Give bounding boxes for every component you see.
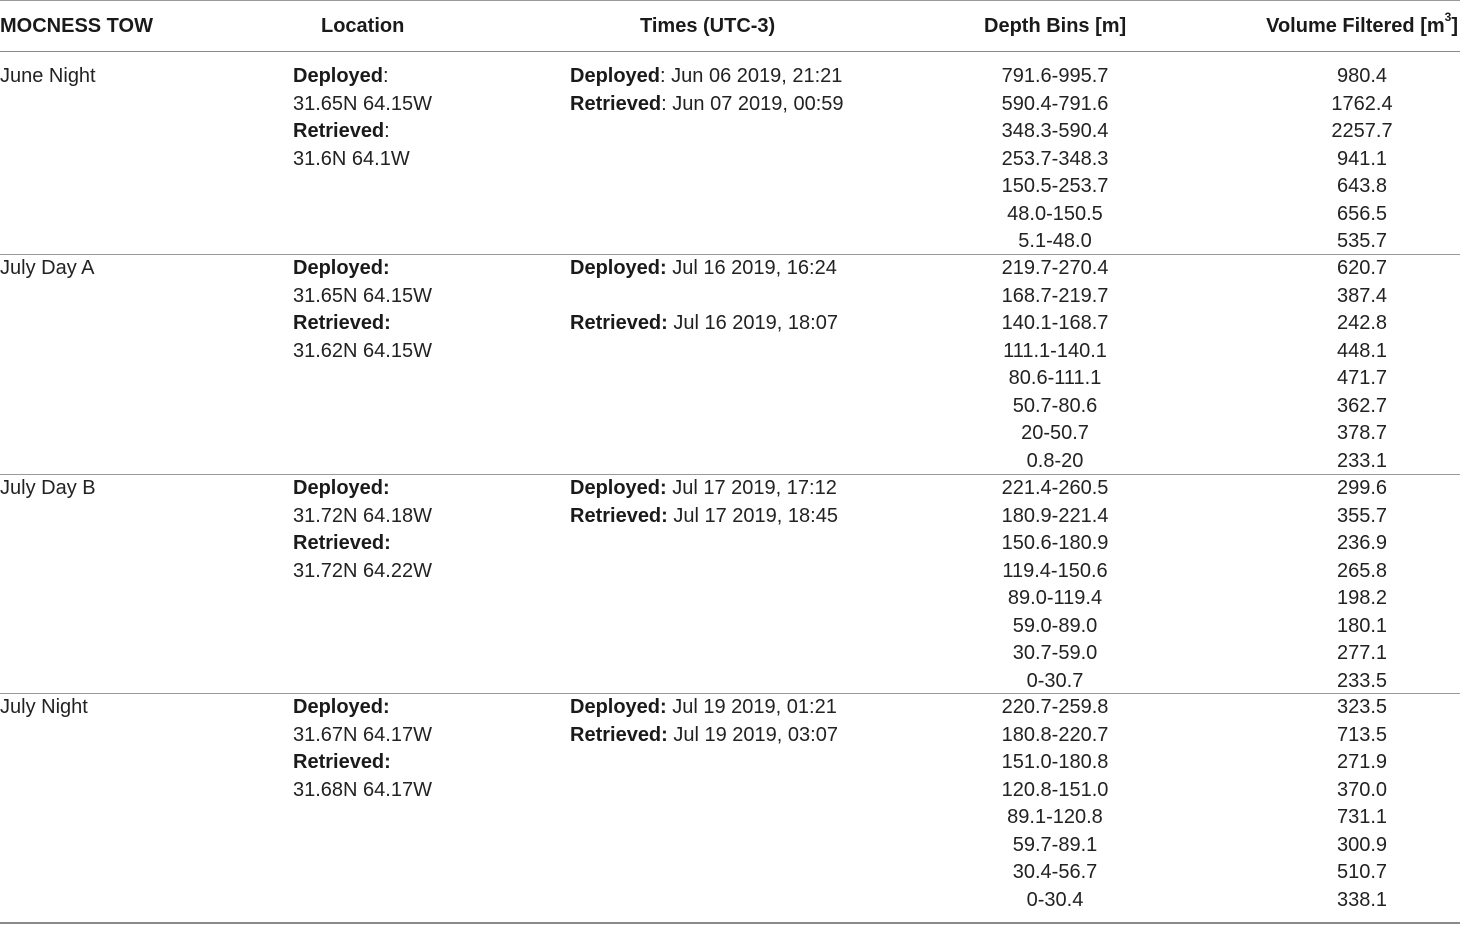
header-rule <box>0 51 1460 52</box>
time-deployed-value: Jul 19 2019, 01:21 <box>666 696 837 718</box>
volume-filtered: 448.1 <box>1336 339 1388 362</box>
time-deployed-value: Jul 16 2019, 16:24 <box>666 257 837 279</box>
label-colon: : <box>383 65 389 87</box>
time-retrieved <box>570 503 838 530</box>
location-retrieved <box>293 530 391 557</box>
location-retrieved <box>293 310 391 337</box>
depth-bin: 111.1-140.1 <box>1003 339 1107 362</box>
depth-bin: 168.7-219.7 <box>1001 284 1109 307</box>
volume-filtered: 338.1 <box>1336 888 1388 911</box>
retrieved-label: Retrieved: <box>293 751 391 773</box>
tow-name: July Night <box>0 696 88 718</box>
volume-filtered: 265.8 <box>1336 559 1388 582</box>
deployed-label: Deployed: <box>293 257 390 279</box>
depth-bin: 20-50.7 <box>1021 422 1089 444</box>
volume-filtered: 510.7 <box>1336 861 1388 883</box>
volume-filtered: 713.5 <box>1336 723 1388 746</box>
retrieved-coordinates: 31.72N 64.22W <box>293 559 432 582</box>
depth-bin: 140.1-168.7 <box>1001 312 1109 334</box>
volume-filtered: 387.4 <box>1336 284 1388 307</box>
depth-bin: 791.6-995.7 <box>1001 65 1109 87</box>
time-retrieved-label: Retrieved: <box>570 312 668 334</box>
depth-bin: 59.7-89.1 <box>1012 833 1098 856</box>
depth-bin: 119.4-150.6 <box>1002 559 1108 582</box>
depth-bin: 0-30.4 <box>1026 888 1084 911</box>
label-colon: : <box>384 120 390 142</box>
volume-filtered: 1762.4 <box>1331 92 1393 115</box>
time-retrieved <box>570 310 838 337</box>
table-top-rule <box>0 0 1460 1</box>
time-retrieved-value: Jul 17 2019, 18:45 <box>667 504 838 527</box>
volume-filtered: 198.2 <box>1336 587 1388 609</box>
location-deployed <box>293 694 390 721</box>
time-retrieved-value: Jul 19 2019, 03:07 <box>667 723 838 746</box>
depth-bin: 48.0-150.5 <box>1007 202 1103 225</box>
header-mocness-tow: MOCNESS TOW <box>0 15 153 37</box>
deployed-coordinates: 31.65N 64.15W <box>293 92 432 115</box>
depth-bin: 89.1-120.8 <box>1007 806 1103 828</box>
volume-filtered: 370.0 <box>1336 778 1388 801</box>
time-deployed <box>570 694 837 721</box>
time-deployed-label: Deployed: <box>570 477 667 499</box>
depth-bin: 89.0-119.4 <box>1007 587 1103 609</box>
depth-bin: 50.7-80.6 <box>1012 394 1098 417</box>
deployed-label: Deployed: <box>293 477 390 499</box>
time-retrieved-value: : Jun 07 2019, 00:59 <box>661 92 844 115</box>
depth-bin: 30.4-56.7 <box>1012 861 1098 883</box>
volume-filtered: 471.7 <box>1336 367 1388 389</box>
volume-filtered: 378.7 <box>1336 422 1388 444</box>
depth-bin: 219.7-270.4 <box>1001 257 1109 279</box>
volume-filtered: 362.7 <box>1336 394 1388 417</box>
table-bottom-rule <box>0 922 1460 924</box>
volume-filtered: 233.1 <box>1336 449 1388 472</box>
location-retrieved <box>293 118 390 145</box>
volume-filtered: 355.7 <box>1336 504 1388 527</box>
depth-bin: 221.4-260.5 <box>1001 477 1109 499</box>
volume-filtered: 242.8 <box>1336 312 1388 334</box>
depth-bin: 151.0-180.8 <box>1001 751 1109 773</box>
volume-filtered: 277.1 <box>1336 642 1388 664</box>
header-times: Times (UTC-3) <box>640 15 776 37</box>
tow-name: July Day A <box>0 257 95 279</box>
depth-bin: 180.8-220.7 <box>1001 723 1109 746</box>
depth-bin: 0.8-20 <box>1026 449 1084 472</box>
depth-bin: 150.5-253.7 <box>1001 175 1109 197</box>
retrieved-label: Retrieved: <box>293 532 391 554</box>
volume-filtered: 941.1 <box>1336 147 1388 170</box>
volume-filtered: 180.1 <box>1336 614 1388 637</box>
deployed-label: Deployed <box>293 65 384 87</box>
location-retrieved <box>293 749 391 776</box>
tow-name: July Day B <box>0 477 96 499</box>
retrieved-label: Retrieved: <box>293 312 391 334</box>
time-retrieved-label: Retrieved: <box>570 504 668 527</box>
depth-bin: 348.3-590.4 <box>1001 120 1109 142</box>
depth-bin: 590.4-791.6 <box>1001 92 1109 115</box>
time-retrieved-label: Retrieved <box>570 92 662 115</box>
time-deployed <box>570 475 837 502</box>
volume-filtered: 299.6 <box>1336 477 1388 499</box>
volume-filtered: 300.9 <box>1336 833 1388 856</box>
deployed-coordinates: 31.67N 64.17W <box>293 723 432 746</box>
time-retrieved-label: Retrieved: <box>570 723 668 746</box>
header-depth-bins: Depth Bins [m] <box>984 15 1127 37</box>
volume-filtered: 236.9 <box>1336 532 1388 554</box>
time-deployed-label: Deployed: <box>570 696 667 718</box>
volume-filtered: 731.1 <box>1336 806 1388 828</box>
retrieved-coordinates: 31.62N 64.15W <box>293 339 432 362</box>
header-location: Location <box>321 15 405 37</box>
time-retrieved <box>570 91 844 118</box>
volume-filtered: 643.8 <box>1336 175 1388 197</box>
volume-filtered: 535.7 <box>1336 230 1388 252</box>
depth-bin: 150.6-180.9 <box>1001 532 1109 554</box>
time-retrieved-value: Jul 16 2019, 18:07 <box>667 312 838 334</box>
depth-bin: 30.7-59.0 <box>1012 642 1098 664</box>
volume-filtered: 323.5 <box>1336 696 1388 718</box>
header-volume-filtered: Volume Filtered $[m^3]$ <box>1266 10 1458 37</box>
volume-filtered: 620.7 <box>1336 257 1388 279</box>
time-retrieved <box>570 722 838 749</box>
depth-bin: 120.8-151.0 <box>1001 778 1109 801</box>
volume-filtered: 2257.7 <box>1331 120 1393 142</box>
location-deployed <box>293 475 390 502</box>
retrieved-coordinates: 31.6N 64.1W <box>293 147 410 170</box>
time-deployed <box>570 63 842 90</box>
time-deployed-value: : Jun 06 2019, 21:21 <box>660 65 843 87</box>
deployed-coordinates: 31.72N 64.18W <box>293 504 432 527</box>
volume-filtered: 980.4 <box>1336 65 1388 87</box>
depth-bin: 80.6-111.1 <box>1008 367 1102 389</box>
volume-filtered: 271.9 <box>1336 751 1388 773</box>
depth-bin: 0-30.7 <box>1026 669 1084 692</box>
deployed-coordinates: 31.65N 64.15W <box>293 284 432 307</box>
volume-filtered: 233.5 <box>1336 669 1388 692</box>
depth-bin: 253.7-348.3 <box>1001 147 1109 170</box>
depth-bin: 220.7-259.8 <box>1001 696 1109 718</box>
deployed-label: Deployed: <box>293 696 390 718</box>
time-deployed-value: Jul 17 2019, 17:12 <box>666 477 837 499</box>
time-deployed <box>570 255 837 282</box>
depth-bin: 5.1-48.0 <box>1018 230 1092 252</box>
tow-name: June Night <box>0 65 96 87</box>
depth-bin: 180.9-221.4 <box>1001 504 1109 527</box>
time-deployed-label: Deployed: <box>570 257 667 279</box>
location-deployed <box>293 63 389 90</box>
depth-bin: 59.0-89.0 <box>1012 614 1098 637</box>
volume-filtered: 656.5 <box>1336 202 1388 225</box>
retrieved-coordinates: 31.68N 64.17W <box>293 778 432 801</box>
retrieved-label: Retrieved <box>293 120 385 142</box>
location-deployed <box>293 255 390 282</box>
time-deployed-label: Deployed <box>570 65 661 87</box>
